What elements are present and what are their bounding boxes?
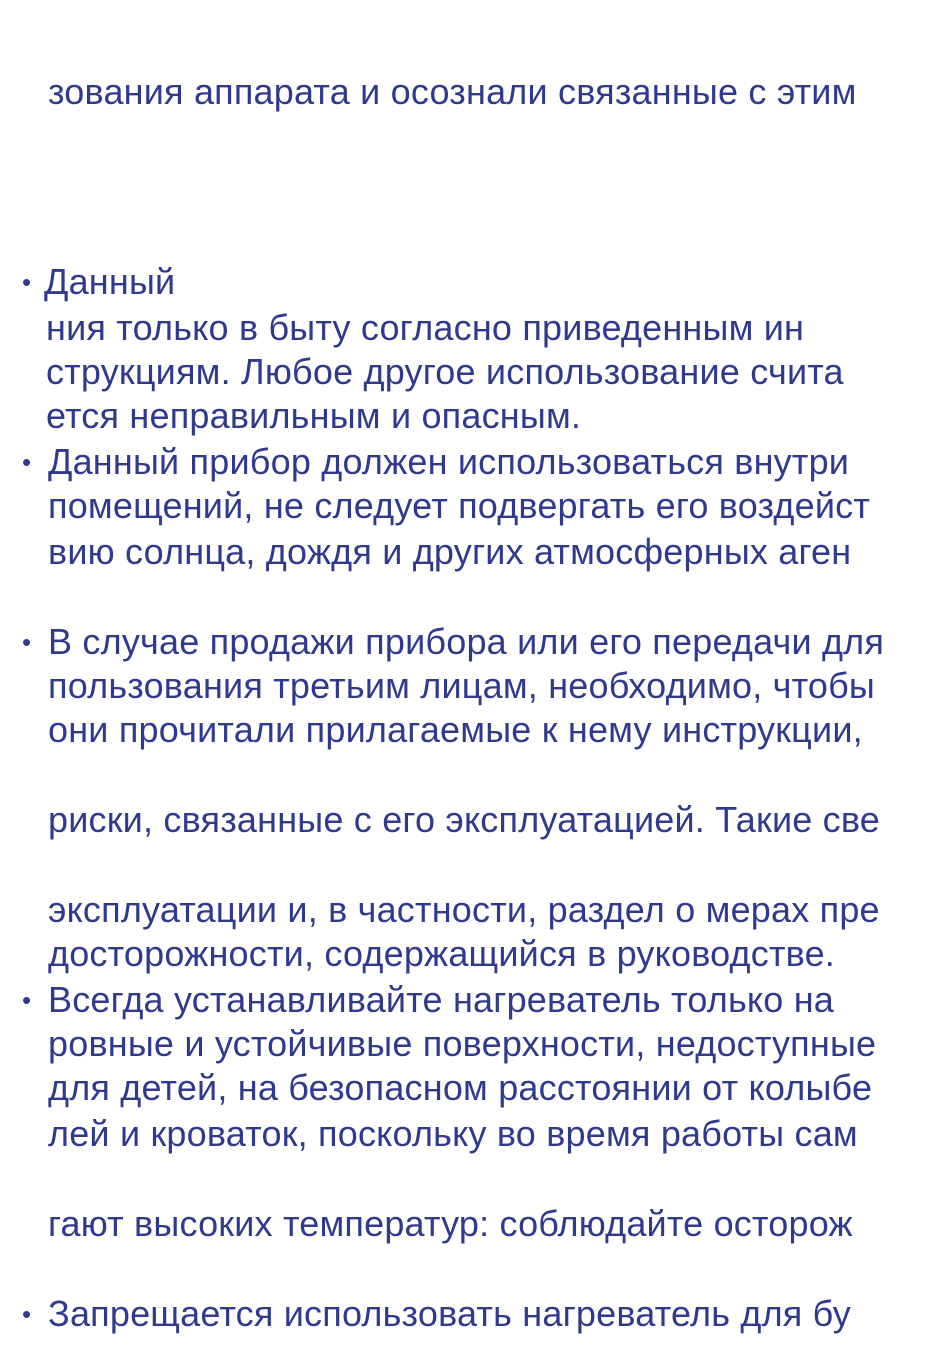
bullet-marker: • [22, 627, 32, 657]
text-line: риски, связанные с его эксплуатацией. Такие све [48, 799, 881, 840]
text-line: помещений, не следует подвергать его воздейст [48, 485, 871, 526]
bullet-marker: • [22, 447, 32, 477]
text-line: Всегда устанавливайте нагреватель только на [48, 979, 835, 1020]
bullet-marker: • [22, 1299, 32, 1329]
text-line: Данный [44, 261, 176, 302]
bullet-marker: • [22, 267, 32, 297]
text-line: они прочитали прилагаемые к нему инструкции, [48, 709, 863, 750]
text-line: гают высоких температур: соблюдайте осторож [48, 1203, 853, 1244]
text-line: лей и кроваток, поскольку во время работы сам [48, 1113, 858, 1154]
text-line: Данный прибор должен использоваться внутри [48, 441, 850, 482]
text-line: зования аппарата и осознали связанные с этим [48, 71, 857, 112]
text-line: ния только в быту согласно приведенным ин [46, 307, 805, 348]
text-line: пользования третьим лицам, необходимо, чтобы [48, 665, 876, 706]
text-line: ется неправильным и опасным. [46, 395, 582, 436]
text-line: В случае продажи прибора или его передачи для [48, 621, 885, 662]
text-line: досторожности, содержащийся в руководстве. [48, 933, 835, 974]
text-line: для детей, на безопасном расстоянии от колыбе [48, 1067, 873, 1108]
text-line: Запрещается использовать нагреватель для бу [48, 1293, 851, 1334]
bullet-marker: • [22, 985, 32, 1015]
text-line: вию солнца, дождя и других атмосферных аген [48, 531, 852, 572]
text-line: струкциям. Любое другое использование счита [46, 351, 844, 392]
text-line: эксплуатации и, в частности, раздел о мерах пре [48, 889, 880, 930]
text-line: ровные и устойчивые поверхности, недоступные [48, 1023, 877, 1064]
